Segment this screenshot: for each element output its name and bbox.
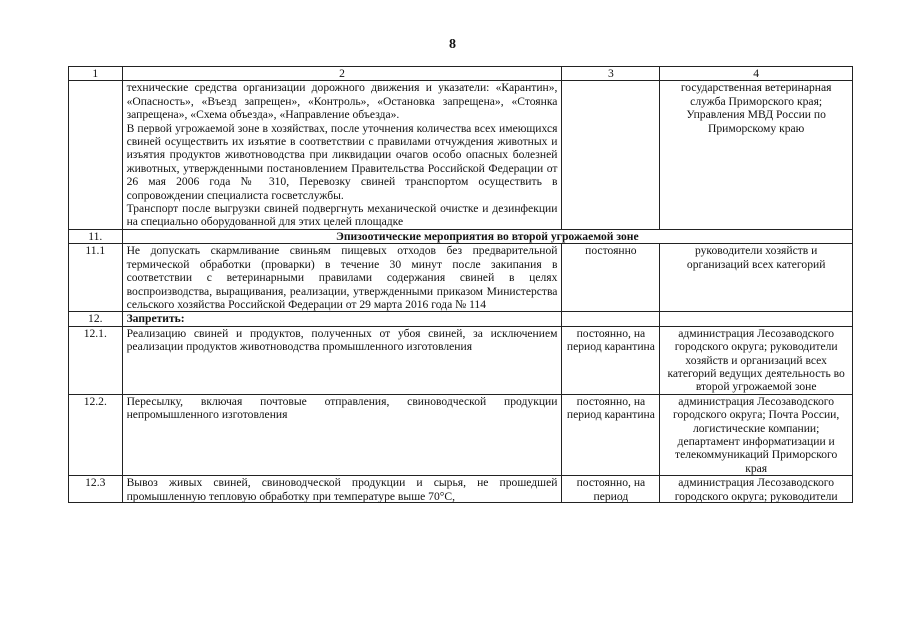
term-cell: постоянно, на период карантина [562, 394, 660, 475]
section-number: 12. [69, 312, 123, 326]
term-cell [562, 81, 660, 229]
measure-paragraph: Транспорт после выгрузки свиней подвергнуть механической очистке и дезинфекции на специально оборудованной для этих целей площадке [126, 202, 558, 229]
term-cell [562, 312, 660, 326]
section-title: Запретить: [122, 312, 562, 326]
header-col-4: 4 [660, 67, 853, 81]
term-text: постоянно, на период [576, 476, 646, 503]
measure-text: Пересылку, включая почтовые отправления, свиноводческой продукции непромышленного изготовления [122, 394, 562, 475]
responsible-cell: государственная ветеринарная служба Приморского края; Управления МВД России по Приморскому краю [660, 81, 853, 229]
term-cell [562, 476, 660, 503]
responsible-text: администрация Лесозаводского городского округа; руководители [674, 476, 838, 503]
section-number: 11. [69, 229, 123, 243]
page-number: 8 [449, 37, 456, 52]
row-number: 12.3 [69, 476, 123, 503]
table-row-12-1 [69, 326, 853, 394]
term-cell: постоянно [562, 244, 660, 312]
header-col-1: 1 [69, 67, 123, 81]
responsible-cell [660, 476, 853, 503]
header-col-3: 3 [562, 67, 660, 81]
measure-text [122, 476, 562, 503]
section-title: Эпизоотические мероприятия во второй угрожаемой зоне [122, 229, 852, 243]
row-number: 12.2. [69, 394, 123, 475]
measures-table [68, 66, 853, 503]
responsible-cell: администрация Лесозаводского городского округа; руководители хозяйств и организаций всех категорий ведущих деятельность во второй угрожаемой зоне [660, 326, 853, 394]
measure-paragraph: В первой угрожаемой зоне в хозяйствах, после уточнения количества всех имеющихся свиней осуществить их изъятие в соответствии с правилами отчуждения животных и изъятия продуктов животноводства при ликвидации очагов особо опасных болезней животных, утвержденными постановлением Правительства Российской Федерации от 26 мая 2006 года № 310, Перевозку свиней транспортом осуществить в сопровождении специалиста госветслужбы. [126, 121, 558, 202]
responsible-cell [660, 312, 853, 326]
measure-text: Не допускать скармливание свиньям пищевых отходов без предварительной термической обработки (проварки) в течение 30 минут после закипания в соответствии с ветеринарными правилами содержания свиней в целях воспроизводства, выращивания, реализации, утвержденными приказом Министерства сельского хозяйства Российской Федерации от 29 марта 2016 года № 114 [122, 244, 562, 312]
table-header-row [69, 67, 853, 81]
section-row-12 [69, 312, 853, 326]
measure-text: Реализацию свиней и продуктов, полученных от убоя свиней, за исключением реализации продуктов животноводства промышленного изготовления [122, 326, 562, 394]
table-row-continuation [69, 81, 853, 229]
responsible-cell: руководители хозяйств и организаций всех категорий [660, 244, 853, 312]
section-row-11 [69, 229, 853, 243]
term-cell: постоянно, на период карантина [562, 326, 660, 394]
measure-text [122, 81, 562, 229]
table-row-12-2 [69, 394, 853, 475]
header-col-2: 2 [122, 67, 562, 81]
row-number: 12.1. [69, 326, 123, 394]
responsible-cell: администрация Лесозаводского городского округа; Почта России, логистические компании; департамент информатизации и телекоммуникаций Приморского края [660, 394, 853, 475]
row-number [69, 81, 123, 229]
measure-paragraph: технические средства организации дорожного движения и указатели: «Карантин», «Опасность», «Въезд запрещен», «Контроль», «Остановка запрещена», «Стоянка запрещена», «Схема объезда», «Направление объезда». [126, 81, 558, 122]
table-row-12-3 [69, 476, 853, 503]
table-row-11-1 [69, 244, 853, 312]
row-number: 11.1 [69, 244, 123, 312]
measure-text-content: Вывоз живых свиней, свиноводческой продукции и сырья, не прошедшей промышленную тепловую обработку при температуре выше 70°С, [126, 476, 558, 503]
